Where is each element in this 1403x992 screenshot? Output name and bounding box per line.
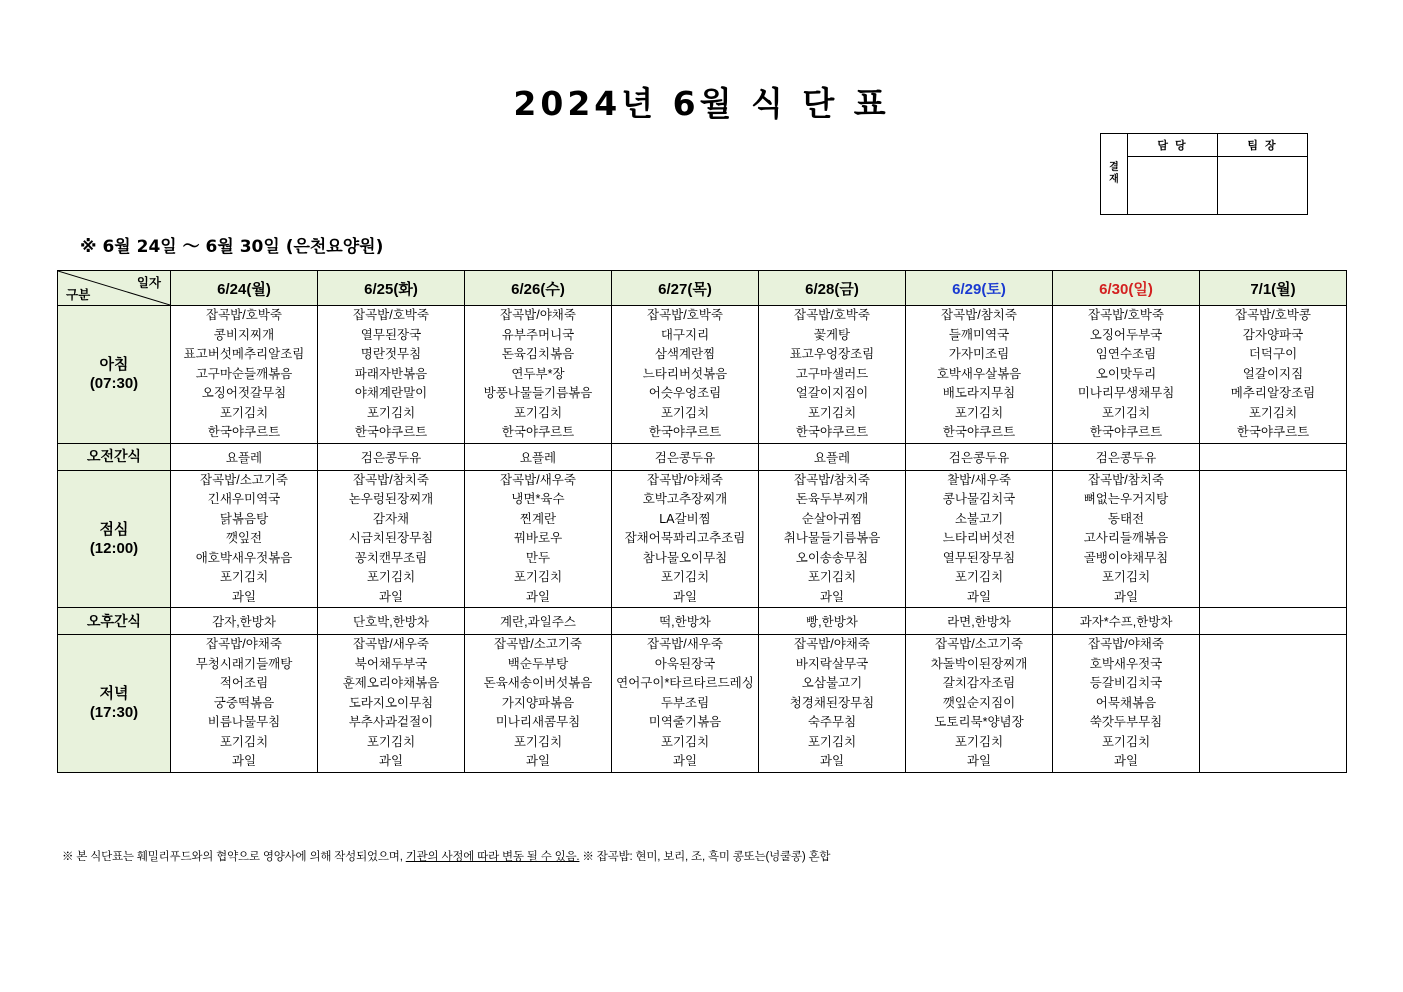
menu-cell-breakfast-4: 잡곡밥/호박죽 꽃게탕 표고우엉장조림 고구마샐러드 얼갈이지짐이 포기김치 한국야쿠르트: [759, 306, 906, 444]
menu-cell-breakfast-2: 잡곡밥/야채죽 유부주머니국 돈육김치볶음 연두부*장 방풍나물들기름볶음 포기김치 한국야쿠르트: [465, 306, 612, 444]
menu-cell-afternoon-snack-2: 계란,과일주스: [465, 608, 612, 635]
menu-cell-dinner-7: [1200, 635, 1347, 773]
footnote-part-c: ※ 잡곡밥: 현미, 보리, 조, 흑미 콩또는(넝쿨콩) 혼합: [579, 851, 831, 863]
menu-cell-morning-snack-4: 요플레: [759, 443, 906, 470]
menu-cell-afternoon-snack-5: 라면,한방차: [906, 608, 1053, 635]
day-header-3: 6/27(목): [612, 271, 759, 306]
menu-cell-dinner-0: 잡곡밥/야채죽 무청시래기들깨탕 적어조림 궁중떡볶음 비름나물무침 포기김치 과일: [171, 635, 318, 773]
menu-cell-lunch-5: 찰밥/새우죽 콩나물김치국 소불고기 느타리버섯전 열무된장무침 포기김치 과일: [906, 470, 1053, 608]
menu-cell-breakfast-6: 잡곡밥/호박죽 오징어두부국 임연수조림 오이맛두리 미나리무생채무침 포기김치 한국야쿠르트: [1053, 306, 1200, 444]
table-corner-header: [58, 271, 171, 306]
row-label-afternoon-snack: 오후간식: [58, 608, 171, 635]
menu-cell-lunch-3: 잡곡밥/야채죽 호박고추장찌개 LA갈비찜 잡채어묵꽈리고추조림 참나물오이무침 포기김치 과일: [612, 470, 759, 608]
footnote-part-a: ※ 본 식단표는 훼밀리푸드와의 협약으로 영양사에 의해 작성되었으며,: [62, 851, 406, 863]
period-label: ※ 6월 24일 ～ 6월 30일 (은천요양원): [80, 237, 384, 257]
table-row-morning-snack: [58, 443, 1347, 470]
approval-label: 결 재: [1101, 134, 1128, 214]
menu-cell-morning-snack-5: 검은콩두유: [906, 443, 1053, 470]
footnote-part-b: 기관의 사정에 따라 변동 될 수 있음.: [405, 851, 580, 863]
row-label-breakfast-name: 아침: [99, 356, 129, 374]
corner-date-label: 일자: [136, 276, 161, 290]
menu-cell-morning-snack-6: 검은콩두유: [1053, 443, 1200, 470]
menu-cell-dinner-2: 잡곡밥/소고기죽 백순두부탕 돈육새송이버섯볶음 가지양파볶음 미나리새콤무침 포기김치 과일: [465, 635, 612, 773]
table-row-breakfast: [58, 306, 1347, 444]
weekly-menu-table: [57, 270, 1347, 773]
menu-cell-morning-snack-1: 검은콩두유: [318, 443, 465, 470]
row-label-dinner-time: (17:30): [89, 704, 139, 722]
menu-cell-dinner-3: 잡곡밥/새우죽 아욱된장국 연어구이*타르타르드레싱 두부조림 미역줄기볶음 포기김치 과일: [612, 635, 759, 773]
table-row-afternoon-snack: [58, 608, 1347, 635]
row-label-dinner-name: 저녁: [99, 685, 129, 703]
approval-column-manager: [1128, 134, 1218, 214]
row-label-lunch-time: (12:00): [89, 539, 139, 557]
day-header-0: 6/24(월): [171, 271, 318, 306]
footnote: [62, 848, 830, 864]
approval-signature-teamjang: [1218, 157, 1307, 214]
menu-cell-lunch-0: 잡곡밥/소고기죽 긴새우미역국 닭볶음탕 깻잎전 애호박새우젓볶음 포기김치 과일: [171, 470, 318, 608]
row-label-lunch: [58, 470, 171, 608]
menu-cell-lunch-6: 잡곡밥/참치죽 뼈없는우거지탕 동태전 고사리들깨볶음 골뱅이야채무침 포기김치 과일: [1053, 470, 1200, 608]
menu-cell-lunch-4: 잡곡밥/참치죽 돈육두부찌개 순살아귀찜 취나물들기름볶음 오이송송무침 포기김치 과일: [759, 470, 906, 608]
day-header-7: 7/1(월): [1200, 271, 1347, 306]
approval-columns: [1128, 134, 1307, 214]
menu-cell-dinner-4: 잡곡밥/야채죽 바지락살무국 오삼불고기 청경채된장무침 숙주무침 포기김치 과일: [759, 635, 906, 773]
approval-header-teamjang: 팀 장: [1218, 134, 1307, 157]
table-row-dinner: [58, 635, 1347, 773]
menu-cell-dinner-5: 잡곡밥/소고기죽 차돌박이된장찌개 갈치감자조림 깻잎순지짐이 도토리묵*양념장 포기김치 과일: [906, 635, 1053, 773]
menu-cell-morning-snack-0: 요플레: [171, 443, 318, 470]
row-label-breakfast-time: (07:30): [89, 375, 139, 393]
day-header-4: 6/28(금): [759, 271, 906, 306]
menu-cell-afternoon-snack-7: [1200, 608, 1347, 635]
table-row-lunch: [58, 470, 1347, 608]
row-label-morning-snack: 오전간식: [58, 443, 171, 470]
menu-cell-afternoon-snack-6: 과자*수프,한방차: [1053, 608, 1200, 635]
menu-cell-lunch-7: [1200, 470, 1347, 608]
day-header-2: 6/26(수): [465, 271, 612, 306]
menu-cell-lunch-2: 잡곡밥/새우죽 냉면*육수 찐계란 꿔바로우 만두 포기김치 과일: [465, 470, 612, 608]
page-title: 2024년 6월 식 단 표: [513, 84, 890, 123]
menu-cell-morning-snack-7: [1200, 443, 1347, 470]
menu-cell-breakfast-0: 잡곡밥/호박죽 콩비지찌개 표고버섯메추리알조림 고구마순들깨볶음 오징어젓갈무침 포기김치 한국야쿠르트: [171, 306, 318, 444]
table-header-row: [58, 271, 1347, 306]
approval-box: [1100, 133, 1308, 215]
menu-cell-morning-snack-3: 검은콩두유: [612, 443, 759, 470]
menu-cell-afternoon-snack-4: 빵,한방차: [759, 608, 906, 635]
menu-cell-breakfast-5: 잡곡밥/참치죽 들깨미역국 가자미조림 호박새우살볶음 배도라지무침 포기김치 한국야쿠르트: [906, 306, 1053, 444]
row-label-dinner: [58, 635, 171, 773]
menu-cell-dinner-6: 잡곡밥/야채죽 호박새우젓국 등갈비김치국 어묵채볶음 쑥갓두부무침 포기김치 과일: [1053, 635, 1200, 773]
corner-category-label: 구분: [66, 288, 91, 302]
menu-cell-afternoon-snack-1: 단호박,한방차: [318, 608, 465, 635]
menu-cell-dinner-1: 잡곡밥/새우죽 북어채두부국 훈제오리야채볶음 도라지오이무침 부추사과겉절이 포기김치 과일: [318, 635, 465, 773]
row-label-lunch-name: 점심: [99, 520, 129, 538]
approval-column-teamlead: [1218, 134, 1307, 214]
day-header-6: 6/30(일): [1053, 271, 1200, 306]
menu-cell-afternoon-snack-3: 떡,한방차: [612, 608, 759, 635]
menu-cell-morning-snack-2: 요플레: [465, 443, 612, 470]
day-header-5: 6/29(토): [906, 271, 1053, 306]
menu-cell-breakfast-7: 잡곡밥/호박콩 감자양파국 더덕구이 얼갈이지짐 메추리알장조림 포기김치 한국야쿠르트: [1200, 306, 1347, 444]
menu-cell-breakfast-1: 잡곡밥/호박죽 열무된장국 명란젓무침 파래자반볶음 야채계란말이 포기김치 한국야쿠르트: [318, 306, 465, 444]
day-header-1: 6/25(화): [318, 271, 465, 306]
menu-cell-breakfast-3: 잡곡밥/호박죽 대구지리 삼색계란찜 느타리버섯볶음 어슷우엉조림 포기김치 한국야쿠르트: [612, 306, 759, 444]
menu-cell-afternoon-snack-0: 감자,한방차: [171, 608, 318, 635]
approval-signature-damdang: [1128, 157, 1217, 214]
approval-header-damdang: 담 당: [1128, 134, 1217, 157]
row-label-breakfast: [58, 306, 171, 444]
menu-cell-lunch-1: 잡곡밥/참치죽 논우렁된장찌개 감자채 시금치된장무침 꽁치캔무조림 포기김치 과일: [318, 470, 465, 608]
